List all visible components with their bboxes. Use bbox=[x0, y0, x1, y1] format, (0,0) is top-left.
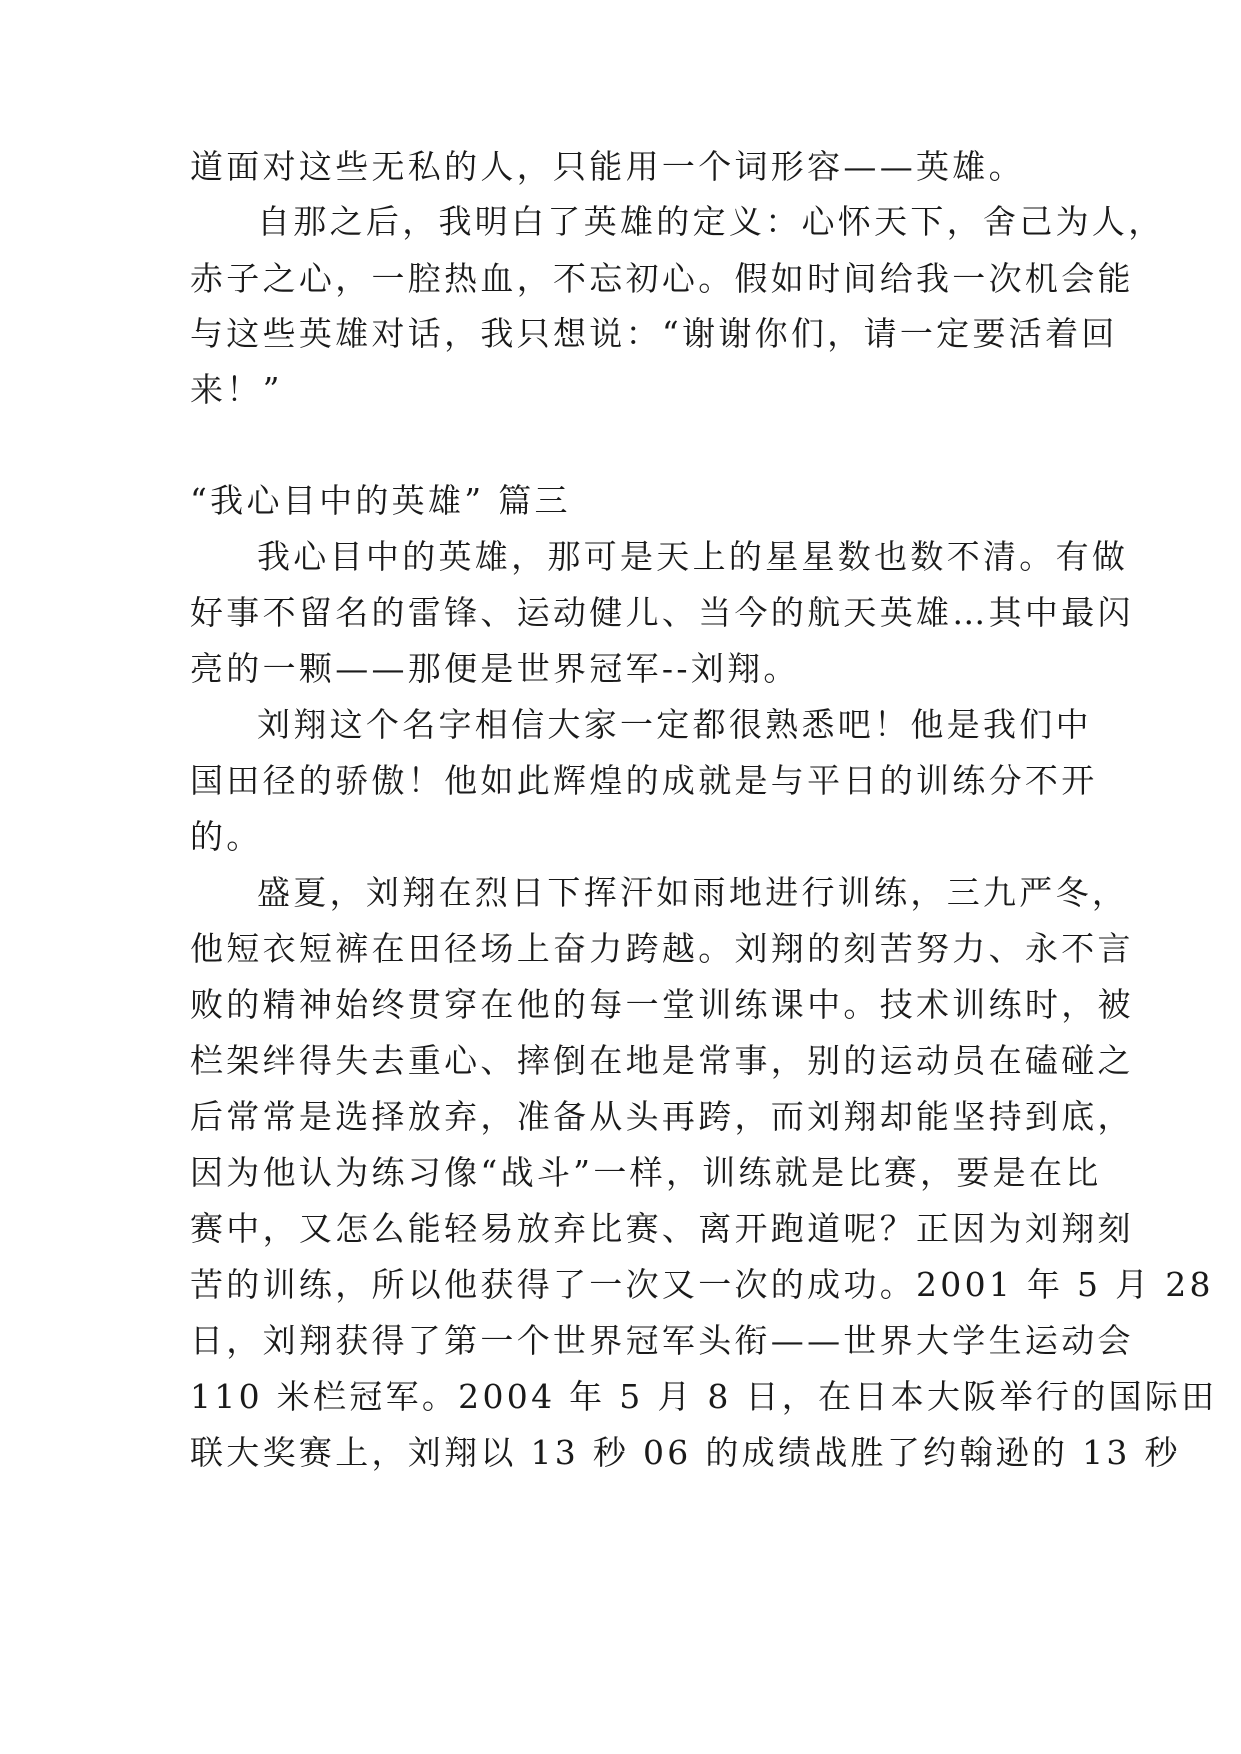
paragraph-line: 国田径的骄傲！他如此辉煌的成就是与平日的训练分不开 bbox=[190, 761, 1098, 800]
paragraph-line: 赤子之心，一腔热血，不忘初心。假如时间给我一次机会能 bbox=[190, 259, 1134, 298]
paragraph-line: 道面对这些无私的人，只能用一个词形容——英雄。 bbox=[190, 147, 1025, 186]
paragraph-line: 好事不留名的雷锋、运动健儿、当今的航天英雄…其中最闪 bbox=[190, 593, 1134, 632]
paragraph-line: 自那之后，我明白了英雄的定义：心怀天下，舍己为人， bbox=[257, 202, 1165, 241]
paragraph-line: 来！” bbox=[190, 370, 283, 409]
paragraph-line: 盛夏，刘翔在烈日下挥汗如雨地进行训练，三九严冬， bbox=[257, 873, 1129, 912]
paragraph-line: 因为他认为练习像“战斗”一样，训练就是比赛，要是在比 bbox=[190, 1153, 1102, 1192]
paragraph-line: 110 米栏冠军。2004 年 5 月 8 日，在日本大阪举行的国际田 bbox=[190, 1377, 1218, 1416]
paragraph-line: 日，刘翔获得了第一个世界冠军头衔——世界大学生运动会 bbox=[190, 1321, 1134, 1360]
paragraph-line: 联大奖赛上，刘翔以 13 秒 06 的成绩战胜了约翰逊的 13 秒 bbox=[190, 1433, 1181, 1472]
paragraph-line: 后常常是选择放弃，准备从头再跨，而刘翔却能坚持到底， bbox=[190, 1097, 1134, 1136]
paragraph-line: 败的精神始终贯穿在他的每一堂训练课中。技术训练时，被 bbox=[190, 985, 1134, 1024]
paragraph-line: 栏架绊得失去重心、摔倒在地是常事，别的运动员在磕碰之 bbox=[190, 1041, 1134, 1080]
paragraph-line: 他短衣短裤在田径场上奋力跨越。刘翔的刻苦努力、永不言 bbox=[190, 929, 1134, 968]
paragraph-line: 苦的训练，所以他获得了一次又一次的成功。2001 年 5 月 28 bbox=[190, 1265, 1214, 1304]
paragraph-line: 与这些英雄对话，我只想说：“谢谢你们，请一定要活着回 bbox=[190, 314, 1118, 353]
paragraph-line: 我心目中的英雄，那可是天上的星星数也数不清。有做 bbox=[257, 537, 1129, 576]
paragraph-line: 的。 bbox=[190, 817, 263, 856]
paragraph-line: 赛中，又怎么能轻易放弃比赛、离开跑道呢？正因为刘翔刻 bbox=[190, 1209, 1134, 1248]
paragraph-line: 刘翔这个名字相信大家一定都很熟悉吧！他是我们中 bbox=[257, 705, 1092, 744]
section-heading: “我心目中的英雄” 篇三 bbox=[190, 481, 571, 520]
paragraph-line: 亮的一颗——那便是世界冠军--刘翔。 bbox=[190, 649, 800, 688]
